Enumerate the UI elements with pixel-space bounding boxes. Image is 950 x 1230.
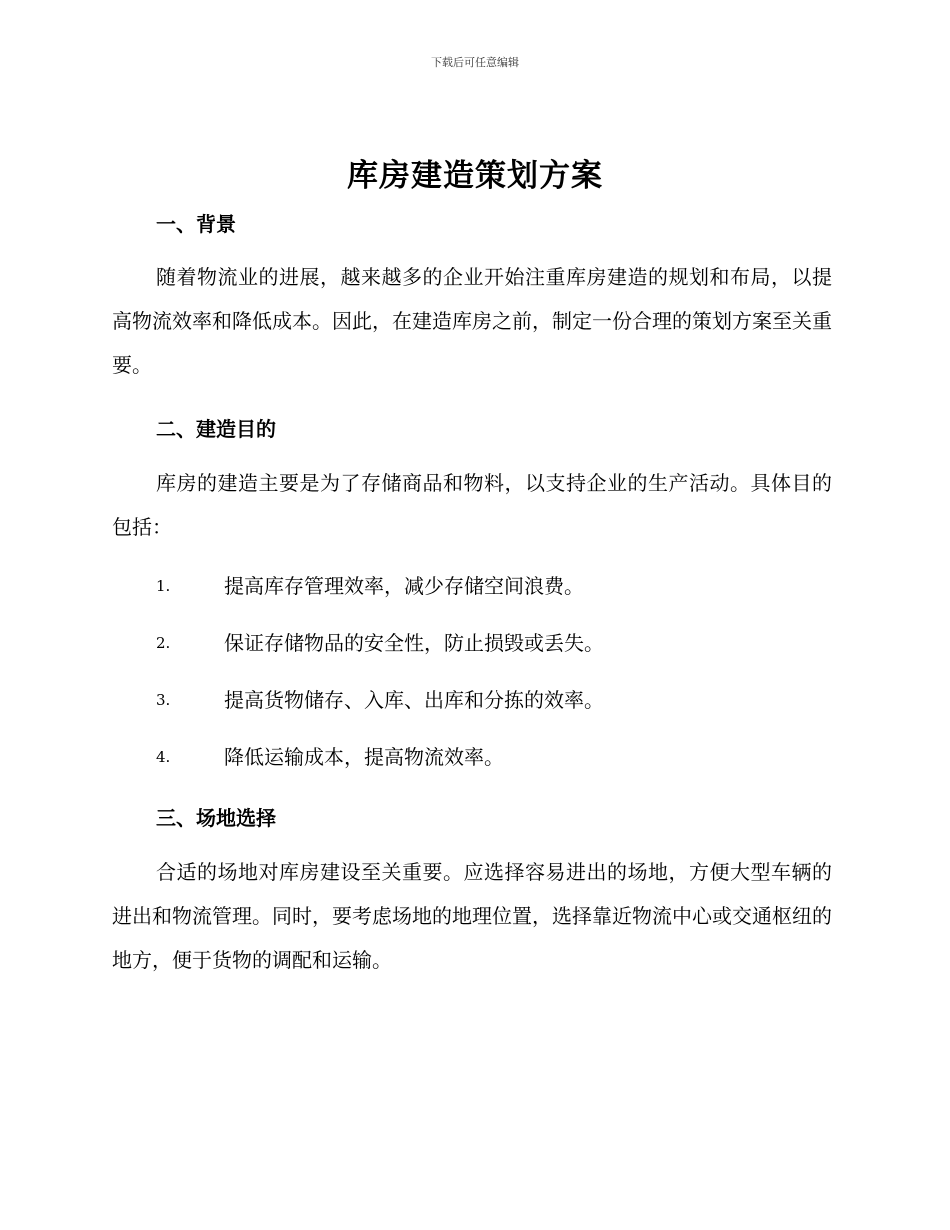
- list-text: 降低运输成本，提高物流效率。: [224, 745, 504, 769]
- section-paragraph-background: 随着物流业的进展，越来越多的企业开始注重库房建造的规划和布局，以提高物流效率和降低成本。因此，在建造库房之前，制定一份合理的策划方案至关重要。: [112, 265, 832, 377]
- list-item: [156, 628, 604, 658]
- list-text: 提高库存管理效率，减少存储空间浪费。: [224, 574, 584, 598]
- list-number: 4.: [156, 748, 171, 766]
- list-number: 2.: [156, 634, 171, 652]
- section-heading-purpose: 二、建造目的: [156, 417, 276, 441]
- list-item: [156, 685, 604, 715]
- list-text: 提高货物储存、入库、出库和分拣的效率。: [224, 688, 604, 712]
- list-item: [156, 571, 584, 601]
- section-paragraph-site-selection: 合适的场地对库房建设至关重要。应选择容易进出的场地，方便大型车辆的进出和物流管理。同时，要考虑场地的地理位置，选择靠近物流中心或交通枢纽的地方，便于货物的调配和运输。: [112, 860, 832, 972]
- section-heading-site-selection: 三、场地选择: [156, 806, 276, 830]
- document-title: 库房建造策划方案: [347, 158, 603, 194]
- page-header-note: 下载后可任意编辑: [431, 56, 519, 69]
- list-number: 3.: [156, 691, 171, 709]
- section-heading-background: 一、背景: [156, 212, 236, 236]
- list-text: 保证存储物品的安全性，防止损毁或丢失。: [224, 631, 604, 655]
- section-paragraph-purpose: 库房的建造主要是为了存储商品和物料，以支持企业的生产活动。具体目的包括：: [112, 471, 832, 539]
- list-number: 1.: [156, 577, 171, 595]
- list-item: [156, 742, 504, 772]
